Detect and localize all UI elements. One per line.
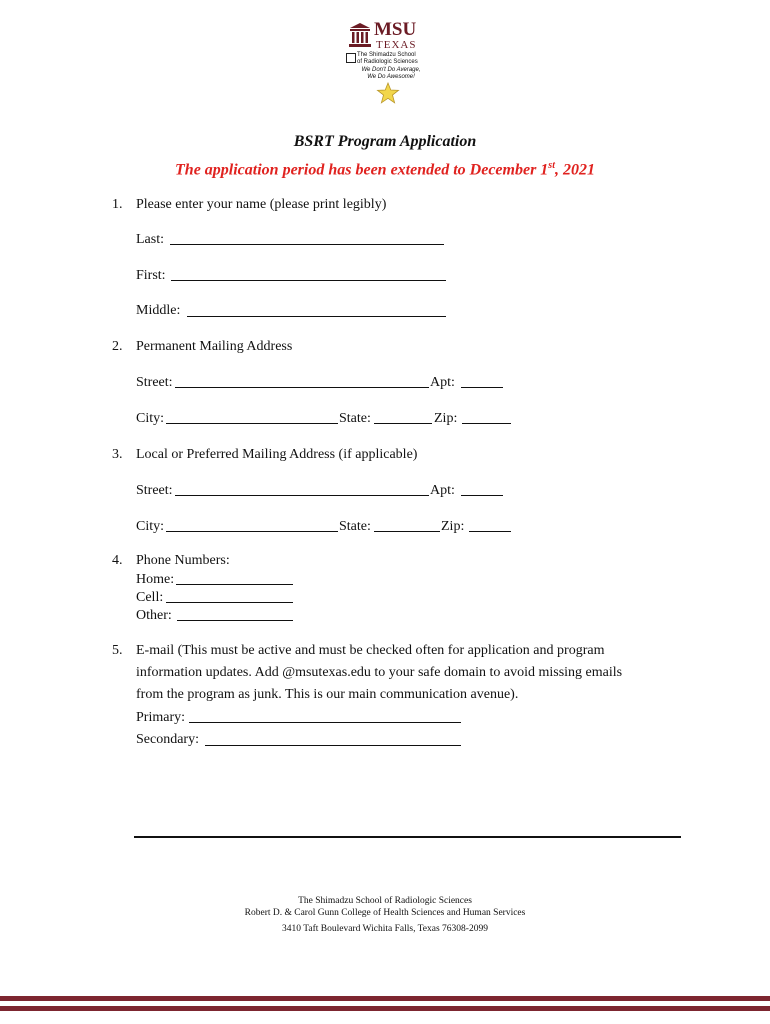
other-phone-field[interactable] [177,620,293,621]
other-phone-label: Other: [136,608,172,623]
logo-texas-text: TEXAS [376,39,417,51]
footer-address: 3410 Taft Boulevard Wichita Falls, Texas 76308-2099 [282,924,488,934]
footer-school: The Shimadzu School of Radiologic Sciences [298,896,472,906]
local-city-label: City: [136,519,165,534]
logo-school-line1: The Shimadzu School [357,52,416,58]
bottom-bar-bottom [0,1006,770,1011]
local-state-label: State: [339,519,371,534]
middle-name-field[interactable] [187,316,446,317]
local-apt-label: Apt: [430,483,455,498]
footer-college: Robert D. & Carol Gunn College of Health Sciences and Human Services [244,908,526,918]
q2-number: 2. [112,339,123,354]
building-icon [348,22,372,48]
q5-text-line3: from the program as junk. This is our main communication avenue). [136,687,519,702]
logo-tagline1: We Don't Do Average, [361,67,421,73]
permanent-apt-label: Apt: [430,375,455,390]
local-zip-label: Zip: [441,519,465,534]
first-name-label: First: [136,268,166,283]
logo-tagline [346,67,436,81]
permanent-apt-field[interactable] [461,387,503,388]
permanent-state-label: State: [339,411,371,426]
cell-phone-label: Cell: [136,590,164,605]
permanent-state-field[interactable] [374,423,432,424]
q1-number: 1. [112,197,123,212]
footer-divider [134,836,681,838]
secondary-email-label: Secondary: [136,732,199,747]
primary-email-field[interactable] [189,722,461,723]
first-name-field[interactable] [171,280,446,281]
cell-phone-field[interactable] [166,602,293,603]
local-state-field[interactable] [374,531,440,532]
middle-name-label: Middle: [136,303,181,318]
home-phone-field[interactable] [176,584,293,585]
star-icon [376,82,400,104]
q5-text-line2: information updates. Add @msutexas.edu to your safe domain to avoid missing emails [136,665,623,680]
school-mark-icon [346,53,356,63]
local-zip-field[interactable] [469,531,511,532]
q1-text: Please enter your name (please print legibly) [136,197,387,212]
local-street-label: Street: [136,483,173,498]
q4-number: 4. [112,553,123,568]
permanent-zip-label: Zip: [434,411,458,426]
q5-text-line1: E-mail (This must be active and must be checked often for application and program [136,643,605,658]
bottom-bar-top [0,996,770,1001]
logo-tagline2: We Do Awesome! [367,74,415,80]
msu-texas-logo [340,18,440,108]
notice-superscript: st [548,160,555,171]
local-city-field[interactable] [166,531,338,532]
last-name-label: Last: [136,232,164,247]
notice-text: The application period has been extended to December 1 [175,161,549,179]
q2-text: Permanent Mailing Address [136,339,293,354]
q3-number: 3. [112,447,123,462]
local-street-field[interactable] [175,495,429,496]
primary-email-label: Primary: [136,710,185,725]
permanent-city-field[interactable] [166,423,338,424]
permanent-street-label: Street: [136,375,173,390]
home-phone-label: Home: [136,572,175,587]
q5-number: 5. [112,643,123,658]
deadline-notice [0,160,770,179]
logo-school-name [357,52,418,66]
q3-text: Local or Preferred Mailing Address (if applicable) [136,447,418,462]
local-apt-field[interactable] [461,495,503,496]
page-title: BSRT Program Application [293,133,477,150]
logo-msu-text: MSU [374,19,417,40]
q4-text: Phone Numbers: [136,553,230,568]
secondary-email-field[interactable] [205,745,461,746]
logo-school-line2: of Radiologic Sciences [357,59,418,65]
last-name-field[interactable] [170,244,444,245]
permanent-city-label: City: [136,411,165,426]
permanent-street-field[interactable] [175,387,429,388]
notice-suffix: , 2021 [554,161,595,179]
permanent-zip-field[interactable] [462,423,511,424]
